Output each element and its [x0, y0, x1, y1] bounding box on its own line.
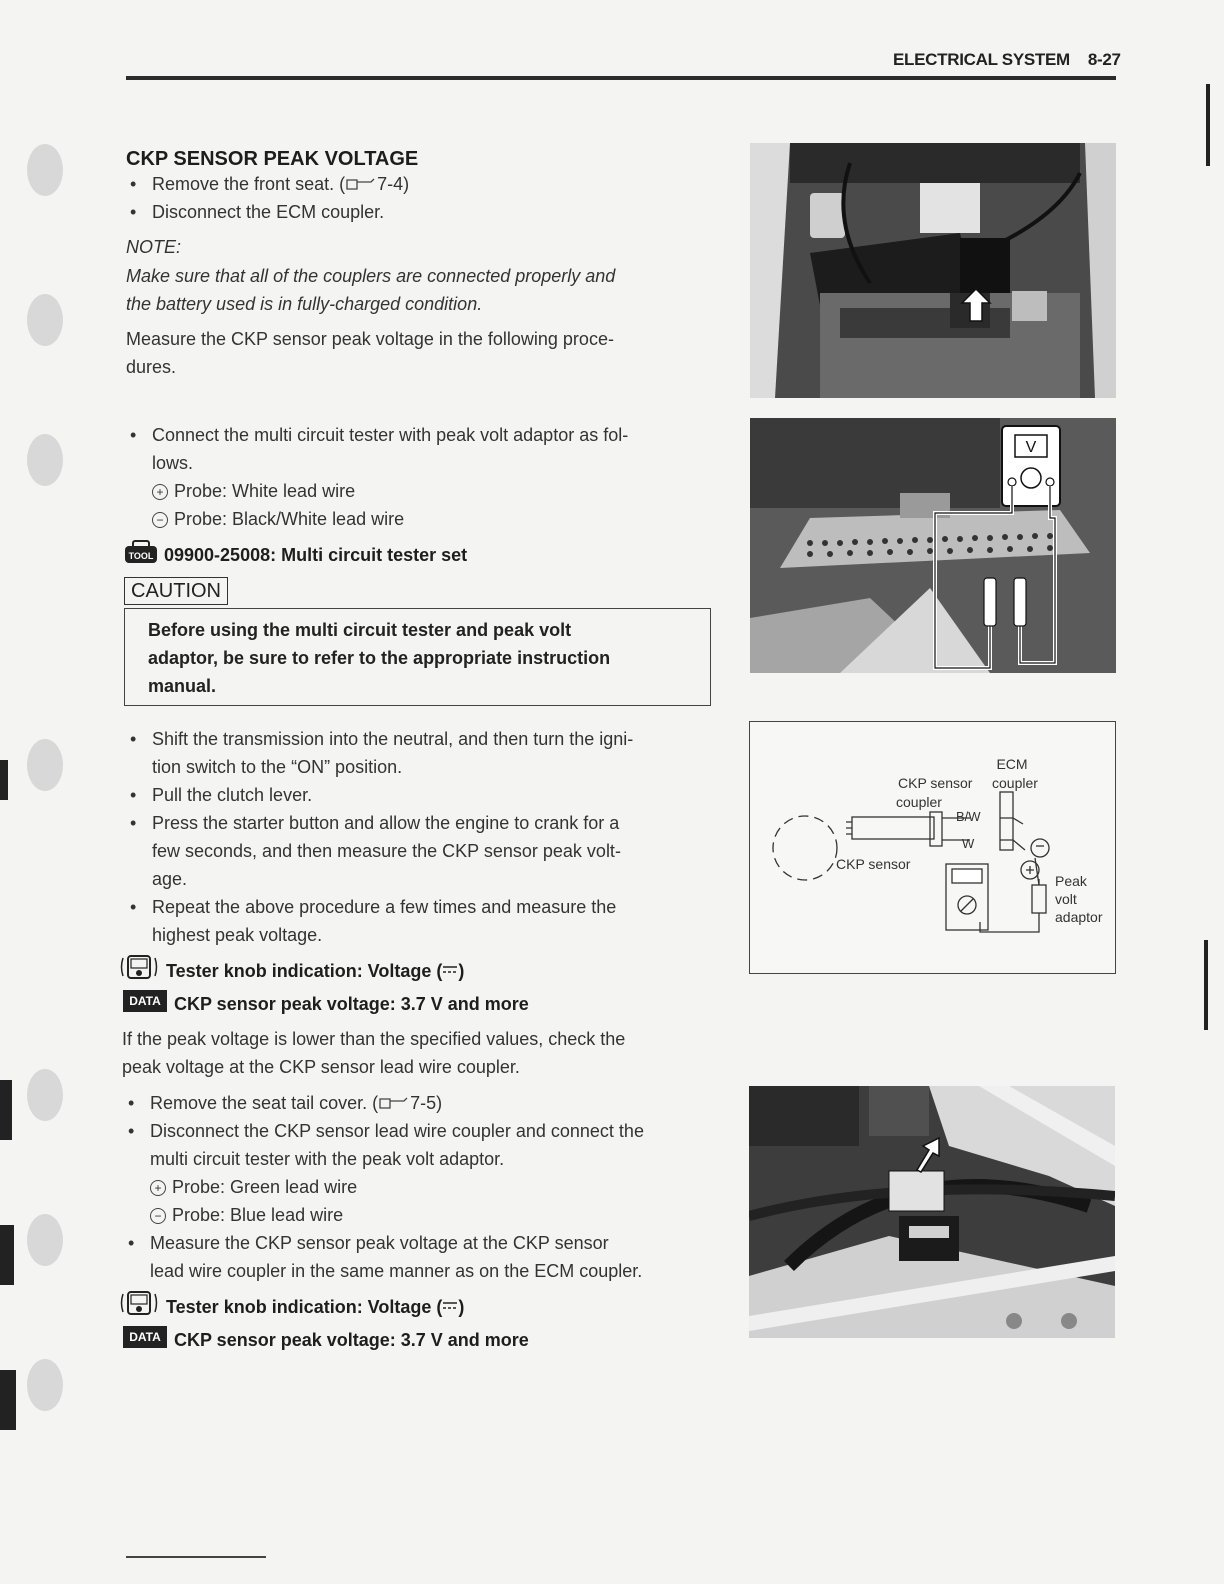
minus-icon: − — [150, 1208, 166, 1224]
probe-plus: + Probe: Green lead wire — [150, 1173, 357, 1201]
tester-knob-icon — [120, 1290, 160, 1316]
list-item-continued: lead wire coupler in the same manner as on the ECM coupler. — [150, 1261, 643, 1281]
meter-display: V — [1025, 439, 1037, 456]
ckp-coupler-label: CKP sensor — [898, 775, 973, 791]
svg-text:DATA: DATA — [129, 1330, 161, 1344]
minus-terminal — [1031, 839, 1049, 857]
ckp-sensor-rotor — [773, 816, 837, 880]
wire-w-label: W — [962, 836, 975, 851]
svg-text:DATA: DATA — [129, 994, 161, 1008]
data-icon — [122, 1325, 168, 1349]
spec-value: DATA CKP sensor peak voltage: 3.7 V and more — [122, 989, 529, 1018]
wiring-diagram — [749, 721, 1116, 974]
ecm-coupler — [1000, 792, 1013, 850]
plus-icon: + — [150, 1180, 166, 1196]
right-edge-mark — [1204, 940, 1208, 1030]
reference-arrow-icon — [346, 177, 376, 191]
dc-voltage-icon — [442, 964, 458, 976]
paragraph-line: dures. — [126, 357, 177, 377]
header-section: ELECTRICAL SYSTEM — [893, 50, 1070, 69]
note-line: Make sure that all of the couplers are connected properly and — [126, 266, 616, 286]
running-header — [893, 50, 1121, 70]
ecm-coupler-label-2: coupler — [992, 775, 1038, 791]
right-edge-mark — [1206, 84, 1210, 166]
footer-rule — [126, 1556, 266, 1558]
spec-value: DATA CKP sensor peak voltage: 3.7 V and more — [122, 1325, 529, 1354]
list-item-continued: few seconds, and then measure the CKP sensor peak volt- — [152, 841, 621, 861]
ckp-sensor-label: CKP sensor — [836, 856, 911, 872]
ckp-sensor-body — [852, 817, 934, 839]
photo-ckp-coupler — [749, 1086, 1115, 1338]
tester-knob-indication: Tester knob indication: Voltage ( ) — [120, 954, 464, 985]
plus-icon: + — [152, 484, 168, 500]
paragraph-line: If the peak voltage is lower than the specified values, check the — [122, 1029, 626, 1049]
note-label: NOTE: — [126, 237, 182, 257]
probe-plus: + Probe: White lead wire — [152, 477, 355, 505]
tool-spec: TOOL 09900-25008: Multi circuit tester set — [124, 540, 467, 569]
list-item-continued: lows. — [152, 453, 194, 473]
probe-minus: − Probe: Blue lead wire — [150, 1201, 343, 1229]
list-item-continued: age. — [152, 869, 188, 889]
paragraph-line: peak voltage at the CKP sensor lead wire coupler. — [122, 1057, 520, 1077]
adaptor-label: Peak volt adaptor — [1055, 873, 1103, 925]
section-title: CKP SENSOR PEAK VOLTAGE — [126, 148, 419, 170]
wire-bw-label: B/W — [956, 809, 981, 824]
dc-voltage-icon — [442, 1300, 458, 1312]
tool-icon — [124, 540, 158, 564]
ecm-coupler-label: ECM — [996, 756, 1028, 772]
caution-text: Before using the multi circuit tester and peak volt adaptor, be sure to refer to the appropriate instruction manual. — [148, 620, 611, 696]
minus-icon: − — [152, 512, 168, 528]
list-item-continued: multi circuit tester with the peak volt adaptor. — [150, 1149, 505, 1169]
paragraph-line: Measure the CKP sensor peak voltage in the following proce- — [126, 329, 614, 349]
reference-arrow-icon — [379, 1096, 409, 1110]
svg-text:TOOL: TOOL — [128, 551, 154, 561]
ckp-coupler-label-2: coupler — [896, 794, 942, 810]
data-icon — [122, 989, 168, 1013]
photo-ecm-coupler-tester — [750, 418, 1116, 673]
list-item-continued: tion switch to the “ON” position. — [152, 757, 403, 777]
peak-volt-adaptor — [1032, 885, 1046, 913]
binder-edge — [0, 0, 70, 1584]
list-item-continued: highest peak voltage. — [152, 925, 323, 945]
note-line: the battery used is in fully-charged condition. — [126, 294, 483, 314]
photo-ecm-location — [750, 143, 1116, 398]
tester-knob-indication: Tester knob indication: Voltage ( ) — [120, 1290, 464, 1321]
caution-label: CAUTION — [124, 577, 228, 605]
page-number: 8-27 — [1087, 50, 1121, 69]
header-rule — [126, 76, 1116, 80]
probe-minus: − Probe: Black/White lead wire — [152, 505, 404, 533]
tester-knob-icon — [120, 954, 160, 980]
